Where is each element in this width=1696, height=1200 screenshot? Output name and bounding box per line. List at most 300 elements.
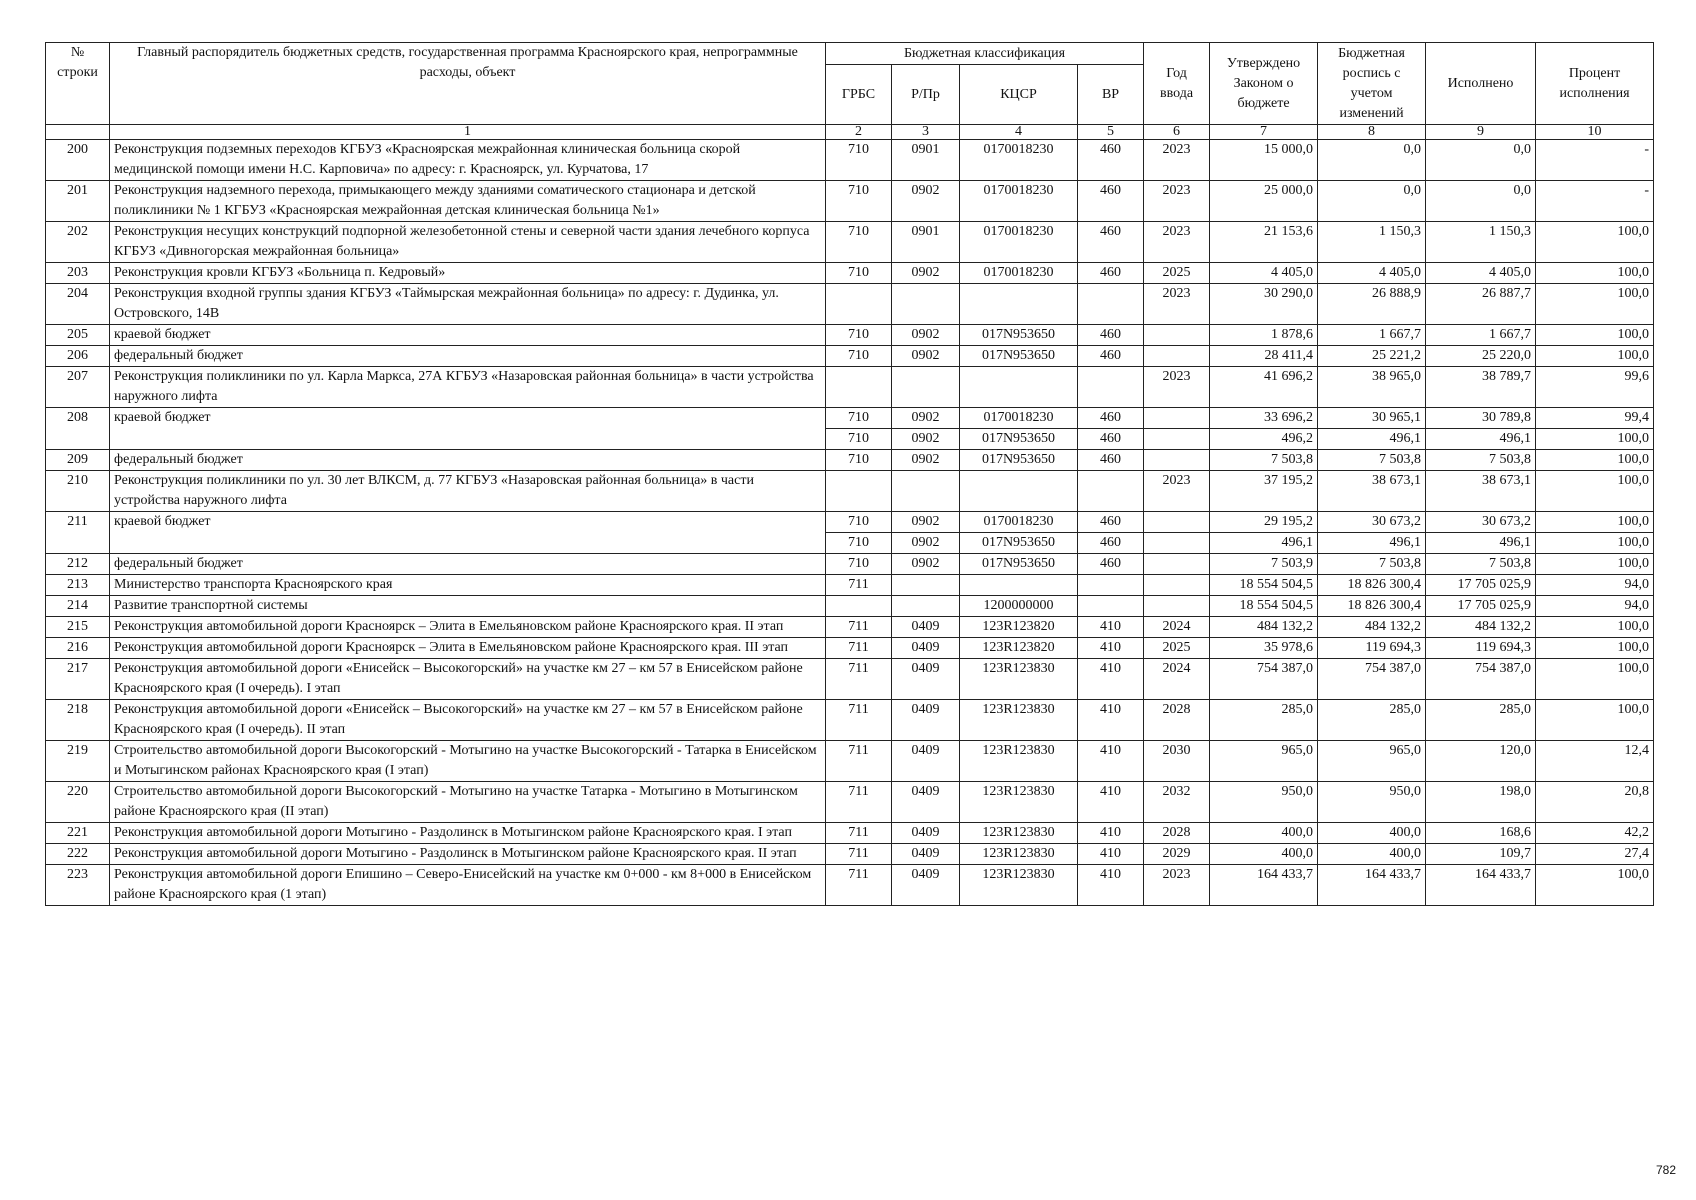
table-row — [46, 325, 1654, 346]
percent-cell: 94,0 — [1536, 596, 1654, 617]
executed-cell: 7 503,8 — [1426, 450, 1536, 471]
rpr-cell: 0902 — [892, 450, 960, 471]
grbs-cell: 710 — [826, 512, 892, 533]
row-number: 203 — [46, 263, 110, 284]
percent-cell: 100,0 — [1536, 325, 1654, 346]
vr-cell: 460 — [1078, 429, 1144, 450]
table-row — [46, 512, 1654, 533]
object-name: Реконструкция автомобильной дороги «Енисейск – Высокогорский» на участке км 27 – км 57 в Енисейском районе Красноярского края (I очередь). II этап — [110, 700, 826, 741]
budget-list-cell: 400,0 — [1318, 823, 1426, 844]
header-percent: Процент исполнения — [1536, 43, 1654, 125]
kcsr-cell: 123R123820 — [960, 617, 1078, 638]
object-name: краевой бюджет — [110, 325, 826, 346]
rpr-cell: 0901 — [892, 222, 960, 263]
kcsr-cell — [960, 575, 1078, 596]
approved-cell: 164 433,7 — [1210, 865, 1318, 906]
kcsr-cell: 1200000000 — [960, 596, 1078, 617]
year-cell: 2032 — [1144, 782, 1210, 823]
approved-cell: 28 411,4 — [1210, 346, 1318, 367]
year-cell — [1144, 325, 1210, 346]
column-number: 1 — [110, 125, 826, 140]
row-number: 222 — [46, 844, 110, 865]
object-name: Строительство автомобильной дороги Высокогорский - Мотыгино на участке Татарка - Мотыгино в Мотыгинском районе Красноярского края (II этап) — [110, 782, 826, 823]
object-name: Реконструкция кровли КГБУЗ «Больница п. Кедровый» — [110, 263, 826, 284]
row-number: 211 — [46, 512, 110, 554]
percent-cell: 100,0 — [1536, 865, 1654, 906]
object-name: Реконструкция входной группы здания КГБУЗ «Таймырская межрайонная больница» по адресу: г. Дудинка, ул. Островского, 14В — [110, 284, 826, 325]
vr-cell: 410 — [1078, 638, 1144, 659]
kcsr-cell: 123R123830 — [960, 844, 1078, 865]
percent-cell: 100,0 — [1536, 638, 1654, 659]
budget-list-cell: 26 888,9 — [1318, 284, 1426, 325]
approved-cell: 496,1 — [1210, 533, 1318, 554]
grbs-cell: 710 — [826, 450, 892, 471]
percent-cell: 12,4 — [1536, 741, 1654, 782]
vr-cell: 460 — [1078, 263, 1144, 284]
vr-cell: 460 — [1078, 325, 1144, 346]
table-row — [46, 741, 1654, 782]
header-grbs: ГРБС — [826, 65, 892, 125]
column-number: 10 — [1536, 125, 1654, 140]
vr-cell: 410 — [1078, 659, 1144, 700]
executed-cell: 119 694,3 — [1426, 638, 1536, 659]
percent-cell: 27,4 — [1536, 844, 1654, 865]
header-budget-list: Бюджетная роспись с учетом изменений — [1318, 43, 1426, 125]
rpr-cell: 0409 — [892, 844, 960, 865]
year-cell — [1144, 575, 1210, 596]
vr-cell — [1078, 471, 1144, 512]
rpr-cell: 0409 — [892, 617, 960, 638]
year-cell — [1144, 450, 1210, 471]
row-number: 213 — [46, 575, 110, 596]
approved-cell: 1 878,6 — [1210, 325, 1318, 346]
vr-cell: 410 — [1078, 700, 1144, 741]
approved-cell: 7 503,8 — [1210, 450, 1318, 471]
approved-cell: 41 696,2 — [1210, 367, 1318, 408]
rpr-cell — [892, 367, 960, 408]
vr-cell: 410 — [1078, 782, 1144, 823]
kcsr-cell: 0170018230 — [960, 181, 1078, 222]
approved-cell: 400,0 — [1210, 844, 1318, 865]
rpr-cell: 0902 — [892, 346, 960, 367]
row-number: 201 — [46, 181, 110, 222]
percent-cell: 100,0 — [1536, 429, 1654, 450]
year-cell — [1144, 346, 1210, 367]
kcsr-cell: 123R123830 — [960, 659, 1078, 700]
table-row — [46, 782, 1654, 823]
executed-cell: 496,1 — [1426, 533, 1536, 554]
vr-cell — [1078, 575, 1144, 596]
grbs-cell: 710 — [826, 222, 892, 263]
row-number: 221 — [46, 823, 110, 844]
row-number: 209 — [46, 450, 110, 471]
kcsr-cell: 017N953650 — [960, 346, 1078, 367]
budget-list-cell: 38 673,1 — [1318, 471, 1426, 512]
object-name: Развитие транспортной системы — [110, 596, 826, 617]
object-name: Реконструкция поликлиники по ул. Карла Маркса, 27А КГБУЗ «Назаровская районная больница» в части устройства наружного лифта — [110, 367, 826, 408]
executed-cell: 484 132,2 — [1426, 617, 1536, 638]
rpr-cell: 0409 — [892, 865, 960, 906]
executed-cell: 26 887,7 — [1426, 284, 1536, 325]
row-number: 214 — [46, 596, 110, 617]
grbs-cell: 711 — [826, 638, 892, 659]
executed-cell: 38 673,1 — [1426, 471, 1536, 512]
kcsr-cell: 0170018230 — [960, 408, 1078, 429]
kcsr-cell: 123R123830 — [960, 865, 1078, 906]
table-row — [46, 575, 1654, 596]
percent-cell: 99,4 — [1536, 408, 1654, 429]
approved-cell: 4 405,0 — [1210, 263, 1318, 284]
executed-cell: 109,7 — [1426, 844, 1536, 865]
table-row — [46, 700, 1654, 741]
vr-cell: 460 — [1078, 181, 1144, 222]
budget-document — [45, 42, 1653, 906]
year-cell — [1144, 429, 1210, 450]
kcsr-cell — [960, 367, 1078, 408]
object-name: Реконструкция автомобильной дороги Красноярск – Элита в Емельяновском районе Красноярского края. II этап — [110, 617, 826, 638]
column-number: 7 — [1210, 125, 1318, 140]
table-row — [46, 617, 1654, 638]
kcsr-cell: 123R123830 — [960, 782, 1078, 823]
table-row — [46, 823, 1654, 844]
executed-cell: 0,0 — [1426, 140, 1536, 181]
grbs-cell: 711 — [826, 741, 892, 782]
percent-cell: 100,0 — [1536, 617, 1654, 638]
vr-cell: 460 — [1078, 140, 1144, 181]
grbs-cell: 711 — [826, 617, 892, 638]
table-row — [46, 346, 1654, 367]
header-approved: Утверждено Законом о бюджете — [1210, 43, 1318, 125]
vr-cell: 460 — [1078, 222, 1144, 263]
budget-list-cell: 950,0 — [1318, 782, 1426, 823]
approved-cell: 15 000,0 — [1210, 140, 1318, 181]
rpr-cell: 0902 — [892, 554, 960, 575]
percent-cell: 99,6 — [1536, 367, 1654, 408]
kcsr-cell — [960, 471, 1078, 512]
percent-cell: 100,0 — [1536, 512, 1654, 533]
budget-list-cell: 496,1 — [1318, 533, 1426, 554]
grbs-cell: 710 — [826, 429, 892, 450]
vr-cell: 460 — [1078, 408, 1144, 429]
rpr-cell — [892, 575, 960, 596]
header-year: Год ввода — [1144, 43, 1210, 125]
table-row — [46, 844, 1654, 865]
table-row — [46, 450, 1654, 471]
year-cell — [1144, 533, 1210, 554]
executed-cell: 120,0 — [1426, 741, 1536, 782]
row-number: 204 — [46, 284, 110, 325]
year-cell: 2024 — [1144, 617, 1210, 638]
kcsr-cell: 017N953650 — [960, 554, 1078, 575]
budget-list-cell: 965,0 — [1318, 741, 1426, 782]
year-cell: 2030 — [1144, 741, 1210, 782]
grbs-cell: 711 — [826, 865, 892, 906]
executed-cell: 4 405,0 — [1426, 263, 1536, 284]
grbs-cell: 710 — [826, 533, 892, 554]
percent-cell: 100,0 — [1536, 533, 1654, 554]
budget-list-cell: 400,0 — [1318, 844, 1426, 865]
rpr-cell: 0409 — [892, 659, 960, 700]
budget-list-cell: 18 826 300,4 — [1318, 575, 1426, 596]
kcsr-cell: 123R123830 — [960, 700, 1078, 741]
vr-cell: 460 — [1078, 346, 1144, 367]
grbs-cell: 710 — [826, 140, 892, 181]
kcsr-cell — [960, 284, 1078, 325]
percent-cell: - — [1536, 140, 1654, 181]
executed-cell: 496,1 — [1426, 429, 1536, 450]
budget-list-cell: 7 503,8 — [1318, 450, 1426, 471]
percent-cell: 100,0 — [1536, 659, 1654, 700]
object-name: краевой бюджет — [110, 512, 826, 554]
executed-cell: 38 789,7 — [1426, 367, 1536, 408]
vr-cell: 410 — [1078, 865, 1144, 906]
percent-cell: 100,0 — [1536, 284, 1654, 325]
rpr-cell: 0902 — [892, 263, 960, 284]
approved-cell: 496,2 — [1210, 429, 1318, 450]
executed-cell: 164 433,7 — [1426, 865, 1536, 906]
budget-list-cell: 164 433,7 — [1318, 865, 1426, 906]
vr-cell — [1078, 596, 1144, 617]
percent-cell: - — [1536, 181, 1654, 222]
executed-cell: 25 220,0 — [1426, 346, 1536, 367]
kcsr-cell: 0170018230 — [960, 512, 1078, 533]
column-number: 3 — [892, 125, 960, 140]
rpr-cell: 0409 — [892, 638, 960, 659]
budget-list-cell: 7 503,8 — [1318, 554, 1426, 575]
object-name: Строительство автомобильной дороги Высокогорский - Мотыгино на участке Высокогорский - Татарка в Енисейском и Мотыгинском районах Красноярского края (I этап) — [110, 741, 826, 782]
budget-list-cell: 30 673,2 — [1318, 512, 1426, 533]
year-cell: 2025 — [1144, 638, 1210, 659]
column-number: 5 — [1078, 125, 1144, 140]
header-rpr: Р/Пр — [892, 65, 960, 125]
header-main: Главный распорядитель бюджетных средств, государственная программа Красноярского края, непрограммные расходы, объект — [110, 43, 826, 125]
table-row — [46, 865, 1654, 906]
rpr-cell — [892, 471, 960, 512]
table-row — [46, 140, 1654, 181]
budget-list-cell: 38 965,0 — [1318, 367, 1426, 408]
percent-cell: 100,0 — [1536, 222, 1654, 263]
table-row — [46, 367, 1654, 408]
rpr-cell — [892, 284, 960, 325]
row-number: 206 — [46, 346, 110, 367]
approved-cell: 21 153,6 — [1210, 222, 1318, 263]
row-number: 216 — [46, 638, 110, 659]
approved-cell: 285,0 — [1210, 700, 1318, 741]
table-row — [46, 596, 1654, 617]
percent-cell: 100,0 — [1536, 346, 1654, 367]
year-cell: 2028 — [1144, 823, 1210, 844]
year-cell: 2023 — [1144, 140, 1210, 181]
vr-cell: 460 — [1078, 554, 1144, 575]
kcsr-cell: 123R123820 — [960, 638, 1078, 659]
row-number: 223 — [46, 865, 110, 906]
year-cell: 2024 — [1144, 659, 1210, 700]
percent-cell: 100,0 — [1536, 700, 1654, 741]
row-number: 202 — [46, 222, 110, 263]
percent-cell: 20,8 — [1536, 782, 1654, 823]
grbs-cell: 711 — [826, 823, 892, 844]
budget-list-cell: 4 405,0 — [1318, 263, 1426, 284]
approved-cell: 950,0 — [1210, 782, 1318, 823]
executed-cell: 30 789,8 — [1426, 408, 1536, 429]
grbs-cell: 711 — [826, 782, 892, 823]
kcsr-cell: 017N953650 — [960, 450, 1078, 471]
column-number: 2 — [826, 125, 892, 140]
object-name: Реконструкция поликлиники по ул. 30 лет ВЛКСМ, д. 77 КГБУЗ «Назаровская районная больница» в части устройства наружного лифта — [110, 471, 826, 512]
grbs-cell: 710 — [826, 346, 892, 367]
executed-cell: 1 667,7 — [1426, 325, 1536, 346]
year-cell: 2023 — [1144, 284, 1210, 325]
row-number: 208 — [46, 408, 110, 450]
column-number: 9 — [1426, 125, 1536, 140]
kcsr-cell: 017N953650 — [960, 533, 1078, 554]
table-row — [46, 638, 1654, 659]
budget-list-cell: 25 221,2 — [1318, 346, 1426, 367]
approved-cell: 18 554 504,5 — [1210, 596, 1318, 617]
object-name: федеральный бюджет — [110, 554, 826, 575]
rpr-cell: 0902 — [892, 325, 960, 346]
budget-list-cell: 0,0 — [1318, 140, 1426, 181]
approved-cell: 7 503,9 — [1210, 554, 1318, 575]
rpr-cell: 0409 — [892, 700, 960, 741]
executed-cell: 198,0 — [1426, 782, 1536, 823]
approved-cell: 754 387,0 — [1210, 659, 1318, 700]
vr-cell — [1078, 284, 1144, 325]
grbs-cell — [826, 367, 892, 408]
table-body — [46, 140, 1654, 906]
rpr-cell: 0901 — [892, 140, 960, 181]
year-cell: 2023 — [1144, 367, 1210, 408]
executed-cell: 17 705 025,9 — [1426, 575, 1536, 596]
grbs-cell — [826, 284, 892, 325]
budget-list-cell: 0,0 — [1318, 181, 1426, 222]
row-number: 200 — [46, 140, 110, 181]
column-number: 6 — [1144, 125, 1210, 140]
object-name: Реконструкция подземных переходов КГБУЗ «Красноярская межрайонная клиническая больница скорой медицинской помощи имени Н.С. Карповича» по адресу: г. Красноярск, ул. Курчатова, 17 — [110, 140, 826, 181]
kcsr-cell: 0170018230 — [960, 263, 1078, 284]
grbs-cell: 710 — [826, 181, 892, 222]
budget-list-cell: 484 132,2 — [1318, 617, 1426, 638]
object-name: федеральный бюджет — [110, 346, 826, 367]
year-cell — [1144, 408, 1210, 429]
rpr-cell: 0902 — [892, 408, 960, 429]
grbs-cell: 711 — [826, 844, 892, 865]
executed-cell: 0,0 — [1426, 181, 1536, 222]
approved-cell: 33 696,2 — [1210, 408, 1318, 429]
table-row — [46, 284, 1654, 325]
page-number: 782 — [1655, 1163, 1676, 1177]
grbs-cell: 711 — [826, 575, 892, 596]
budget-list-cell: 18 826 300,4 — [1318, 596, 1426, 617]
approved-cell: 965,0 — [1210, 741, 1318, 782]
kcsr-cell: 0170018230 — [960, 222, 1078, 263]
grbs-cell: 710 — [826, 263, 892, 284]
vr-cell: 460 — [1078, 533, 1144, 554]
year-cell — [1144, 512, 1210, 533]
table-row — [46, 181, 1654, 222]
grbs-cell — [826, 596, 892, 617]
rpr-cell: 0902 — [892, 181, 960, 222]
vr-cell: 410 — [1078, 844, 1144, 865]
budget-list-cell: 30 965,1 — [1318, 408, 1426, 429]
budget-list-cell: 1 667,7 — [1318, 325, 1426, 346]
kcsr-cell: 123R123830 — [960, 823, 1078, 844]
year-cell: 2023 — [1144, 865, 1210, 906]
column-number-row — [46, 125, 1654, 140]
object-name: Реконструкция автомобильной дороги «Енисейск – Высокогорский» на участке км 27 – км 57 в Енисейском районе Красноярского края (I очередь). I этап — [110, 659, 826, 700]
year-cell: 2023 — [1144, 471, 1210, 512]
executed-cell: 17 705 025,9 — [1426, 596, 1536, 617]
header-budget-class: Бюджетная классификация — [826, 43, 1144, 65]
table-header — [46, 43, 1654, 140]
row-number: 207 — [46, 367, 110, 408]
vr-cell: 410 — [1078, 617, 1144, 638]
column-number: 8 — [1318, 125, 1426, 140]
rpr-cell: 0902 — [892, 512, 960, 533]
budget-list-cell: 754 387,0 — [1318, 659, 1426, 700]
table-row — [46, 263, 1654, 284]
approved-cell: 484 132,2 — [1210, 617, 1318, 638]
percent-cell: 100,0 — [1536, 471, 1654, 512]
year-cell — [1144, 596, 1210, 617]
percent-cell: 94,0 — [1536, 575, 1654, 596]
header-executed: Исполнено — [1426, 43, 1536, 125]
rpr-cell: 0409 — [892, 823, 960, 844]
vr-cell: 410 — [1078, 741, 1144, 782]
percent-cell: 100,0 — [1536, 554, 1654, 575]
header-kcsr: КЦСР — [960, 65, 1078, 125]
budget-list-cell: 119 694,3 — [1318, 638, 1426, 659]
row-number: 217 — [46, 659, 110, 700]
year-cell: 2028 — [1144, 700, 1210, 741]
rpr-cell: 0409 — [892, 782, 960, 823]
approved-cell: 400,0 — [1210, 823, 1318, 844]
table-row — [46, 659, 1654, 700]
budget-list-cell: 1 150,3 — [1318, 222, 1426, 263]
grbs-cell: 711 — [826, 700, 892, 741]
kcsr-cell: 017N953650 — [960, 325, 1078, 346]
budget-list-cell: 285,0 — [1318, 700, 1426, 741]
approved-cell: 18 554 504,5 — [1210, 575, 1318, 596]
approved-cell: 30 290,0 — [1210, 284, 1318, 325]
row-number: 212 — [46, 554, 110, 575]
table-row — [46, 408, 1654, 429]
budget-table — [45, 42, 1654, 906]
budget-list-cell: 496,1 — [1318, 429, 1426, 450]
rpr-cell: 0902 — [892, 533, 960, 554]
object-name: краевой бюджет — [110, 408, 826, 450]
header-row-no: № строки — [46, 43, 110, 125]
percent-cell: 100,0 — [1536, 263, 1654, 284]
kcsr-cell: 017N953650 — [960, 429, 1078, 450]
object-name: федеральный бюджет — [110, 450, 826, 471]
object-name: Реконструкция автомобильной дороги Мотыгино - Раздолинск в Мотыгинском районе Красноярского края. I этап — [110, 823, 826, 844]
object-name: Реконструкция автомобильной дороги Красноярск – Элита в Емельяновском районе Красноярского края. III этап — [110, 638, 826, 659]
approved-cell: 29 195,2 — [1210, 512, 1318, 533]
object-name: Реконструкция автомобильной дороги Мотыгино - Раздолинск в Мотыгинском районе Красноярского края. II этап — [110, 844, 826, 865]
percent-cell: 42,2 — [1536, 823, 1654, 844]
object-name: Реконструкция надземного перехода, примыкающего между зданиями соматического стационара и детской поликлиники № 1 КГБУЗ «Красноярская межрайонная детская клиническая больница №1» — [110, 181, 826, 222]
row-number: 215 — [46, 617, 110, 638]
approved-cell: 35 978,6 — [1210, 638, 1318, 659]
header-vr: ВР — [1078, 65, 1144, 125]
vr-cell: 460 — [1078, 450, 1144, 471]
vr-cell: 410 — [1078, 823, 1144, 844]
row-number: 205 — [46, 325, 110, 346]
executed-cell: 7 503,8 — [1426, 554, 1536, 575]
year-cell: 2023 — [1144, 222, 1210, 263]
rpr-cell: 0409 — [892, 741, 960, 782]
